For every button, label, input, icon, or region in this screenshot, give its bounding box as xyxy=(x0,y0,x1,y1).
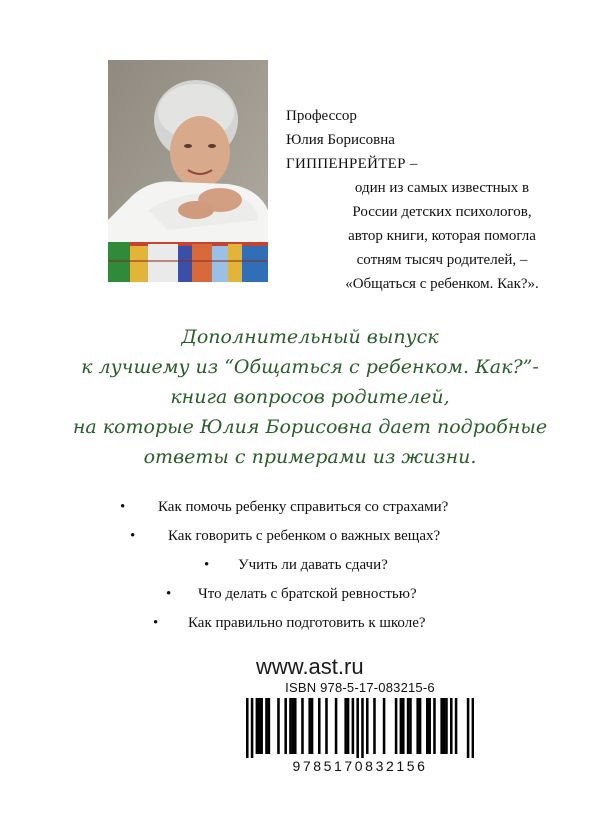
barcode-bar xyxy=(407,698,410,754)
promo-line: Дополнительный выпуск xyxy=(181,326,439,348)
barcode-bar xyxy=(289,698,292,754)
barcode-bar xyxy=(472,698,474,758)
barcode-bar xyxy=(246,698,249,758)
barcode-bar xyxy=(366,698,369,754)
barcode-bar xyxy=(284,698,287,754)
barcode-bar xyxy=(400,698,403,754)
barcode-bar xyxy=(419,698,422,754)
question-list xyxy=(0,493,608,638)
list-item xyxy=(0,522,608,551)
barcode-bar xyxy=(268,698,271,754)
barcode-bar xyxy=(455,698,458,754)
barcode-bar xyxy=(325,698,328,754)
bio-line: Профессор xyxy=(286,108,357,124)
barcode-bar xyxy=(311,698,314,754)
bio-line: Юлия Борисовна xyxy=(286,132,395,148)
barcode-bar xyxy=(277,698,280,754)
bio-line: автор книги, которая помогла xyxy=(348,228,536,244)
bullet: • xyxy=(204,557,210,573)
list-item xyxy=(0,493,608,522)
promo-line: ответы с примерами из жизни. xyxy=(143,446,477,468)
bio-line: «Общаться с ребенком. Как?». xyxy=(345,276,539,292)
publisher-website: www.ast.ru xyxy=(256,654,364,679)
isbn-barcode xyxy=(244,680,476,776)
barcode-bar xyxy=(318,698,321,754)
barcode-bar xyxy=(440,698,443,754)
author-bio xyxy=(282,104,602,296)
barcode-bar xyxy=(445,698,448,754)
author-photo xyxy=(108,60,268,282)
barcode-bar xyxy=(256,698,259,754)
barcode-bar xyxy=(433,698,436,754)
barcode-bar xyxy=(258,698,261,754)
bullet: • xyxy=(166,586,172,602)
list-item xyxy=(0,551,608,580)
isbn-label: ISBN 978-5-17-083215-6 xyxy=(285,680,435,695)
author-surname: ГИППЕНРЕЙТЕР – xyxy=(286,156,418,172)
promo-line: книга вопросов родителей, xyxy=(170,386,450,408)
barcode-bar xyxy=(402,698,405,754)
barcode-bar xyxy=(428,698,431,754)
question-text: Как говорить с ребенком о важных вещах? xyxy=(168,528,441,544)
barcode-bar xyxy=(361,698,364,758)
barcode-bar xyxy=(260,698,263,754)
barcode-bar xyxy=(383,698,386,754)
promo-line: к лучшему из “Общаться с ребенком. Как?”- xyxy=(81,356,539,378)
list-item xyxy=(0,580,608,609)
barcode-bar xyxy=(292,698,295,754)
barcode-bar xyxy=(409,698,412,754)
barcode-bar xyxy=(395,698,398,754)
question-text: Как помочь ребенку справиться со страхами? xyxy=(158,499,449,515)
promo-text xyxy=(60,322,560,472)
barcode-bar xyxy=(352,698,355,754)
bullet: • xyxy=(120,499,126,515)
barcode-bar xyxy=(467,698,470,758)
barcode-bar xyxy=(308,698,311,754)
promo-line: на которые Юлия Борисовна дает подробные xyxy=(72,416,548,438)
barcode-bar xyxy=(301,698,304,754)
bio-line: один из самых известных в xyxy=(354,180,530,196)
isbn-digits: 9785170832156 xyxy=(292,758,428,774)
bullet: • xyxy=(130,528,136,544)
barcode-bar xyxy=(294,698,297,754)
barcode-bar xyxy=(356,698,359,758)
question-text: Учить ли давать сдачи? xyxy=(238,557,388,573)
barcode-bar xyxy=(251,698,254,758)
barcode-bar xyxy=(373,698,376,754)
bio-line: сотням тысяч родителей, – xyxy=(356,252,528,268)
barcode-bar xyxy=(265,698,268,754)
question-text: Как правильно подготовить к школе? xyxy=(188,615,426,631)
barcode-bars xyxy=(246,698,474,758)
barcode-bar xyxy=(450,698,453,754)
question-text: Что делать с братской ревностью? xyxy=(198,586,417,602)
bullet: • xyxy=(153,615,159,631)
barcode-bar xyxy=(347,698,350,754)
list-item xyxy=(0,609,608,638)
barcode-bar xyxy=(335,698,338,754)
bio-line: России детских психологов, xyxy=(352,204,532,220)
barcode-bar xyxy=(443,698,446,754)
barcode-bar xyxy=(416,698,419,754)
barcode-bar xyxy=(344,698,347,754)
barcode-bar xyxy=(426,698,429,754)
